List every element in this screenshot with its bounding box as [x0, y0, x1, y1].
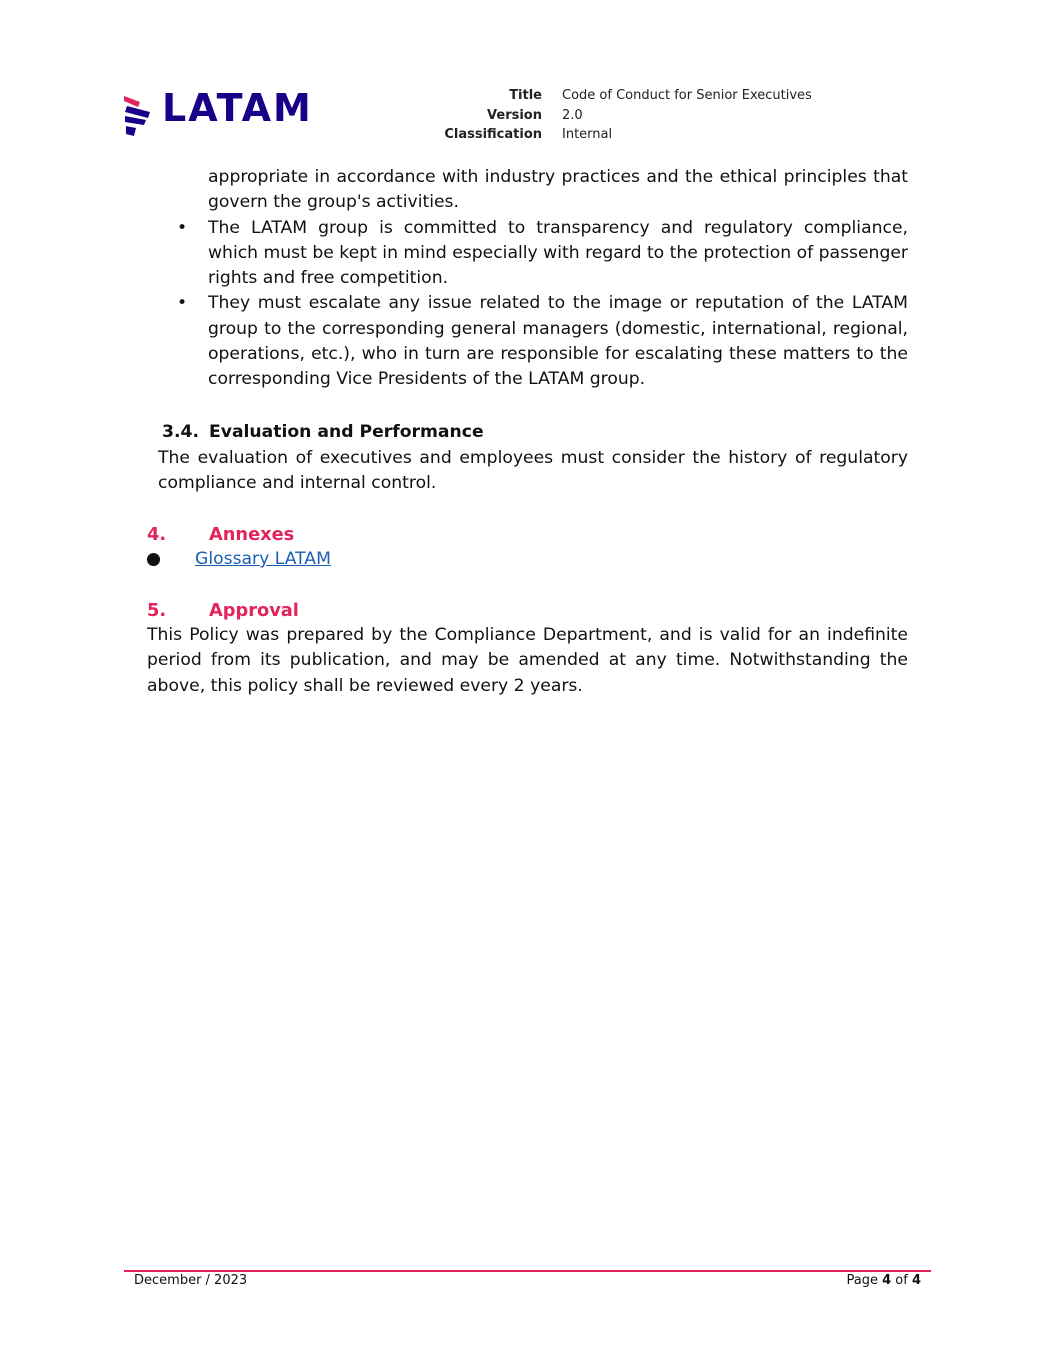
- section-number: 5.: [147, 600, 167, 621]
- meta-key: Title: [509, 88, 542, 103]
- annexes-list: [146, 547, 331, 572]
- meta-value: Code of Conduct for Senior Executives: [562, 88, 812, 103]
- page-number: [846, 1273, 921, 1288]
- section-title: Approval: [209, 600, 299, 621]
- meta-key: Version: [487, 107, 542, 123]
- section-number: 4.: [147, 524, 167, 545]
- latam-logo-wordmark: LATAM: [162, 86, 313, 130]
- bullet-icon: ●: [146, 549, 161, 569]
- subsection-heading: [162, 420, 484, 445]
- meta-row-version: [420, 106, 812, 126]
- list-item: [175, 291, 908, 392]
- list-item-text: The LATAM group is committed to transparency and regulatory compliance, which must be kept in mind especially with regard to the protection of passenger rights and free competition.: [208, 217, 908, 289]
- list-item-text: They must escalate any issue related to the image or reputation of the LATAM group to the corresponding general managers (domestic, international, regional, operations, etc.), who in turn are responsible for escalating these matters to the corresponding Vice Presidents of the LATAM group.: [208, 293, 908, 390]
- approval-paragraph: This Policy was prepared by the Compliance Department, and is valid for an indefinite period from its publication, and may be amended at any time. Notwithstanding the above, this policy shall be reviewed every 2 years.: [147, 625, 908, 696]
- bullet-icon: •: [177, 217, 188, 238]
- meta-value: 2.0: [562, 107, 583, 123]
- meta-row-classification: [420, 125, 812, 145]
- document-metadata: [420, 86, 812, 145]
- meta-row-title: [420, 86, 812, 106]
- latam-logo-mark-icon: [122, 92, 162, 140]
- page-current: 4: [882, 1273, 892, 1288]
- list-item: [175, 216, 908, 292]
- footer-date: December / 2023: [134, 1273, 248, 1288]
- section-title: Annexes: [209, 524, 295, 545]
- continued-paragraph: appropriate in accordance with industry practices and the ethical principles that govern the group's activities.: [208, 167, 908, 213]
- latam-logo: [122, 86, 327, 140]
- page-of: of: [895, 1273, 908, 1288]
- page-label: Page: [846, 1273, 878, 1288]
- annexes-heading: [147, 522, 294, 547]
- bullet-list: [175, 165, 908, 393]
- page-total: 4: [911, 1273, 921, 1288]
- meta-key: Classification: [444, 127, 542, 142]
- glossary-link[interactable]: Glossary LATAM: [195, 549, 331, 569]
- meta-value: Internal: [562, 127, 613, 142]
- subsection-number: 3.4.: [162, 422, 199, 442]
- subsection-paragraph: The evaluation of executives and employees must consider the history of regulatory compliance and internal control.: [158, 448, 908, 494]
- footer-divider: [124, 1270, 931, 1272]
- subsection-title: Evaluation and Performance: [209, 422, 484, 442]
- bullet-icon: •: [177, 293, 188, 314]
- approval-heading: [147, 598, 299, 623]
